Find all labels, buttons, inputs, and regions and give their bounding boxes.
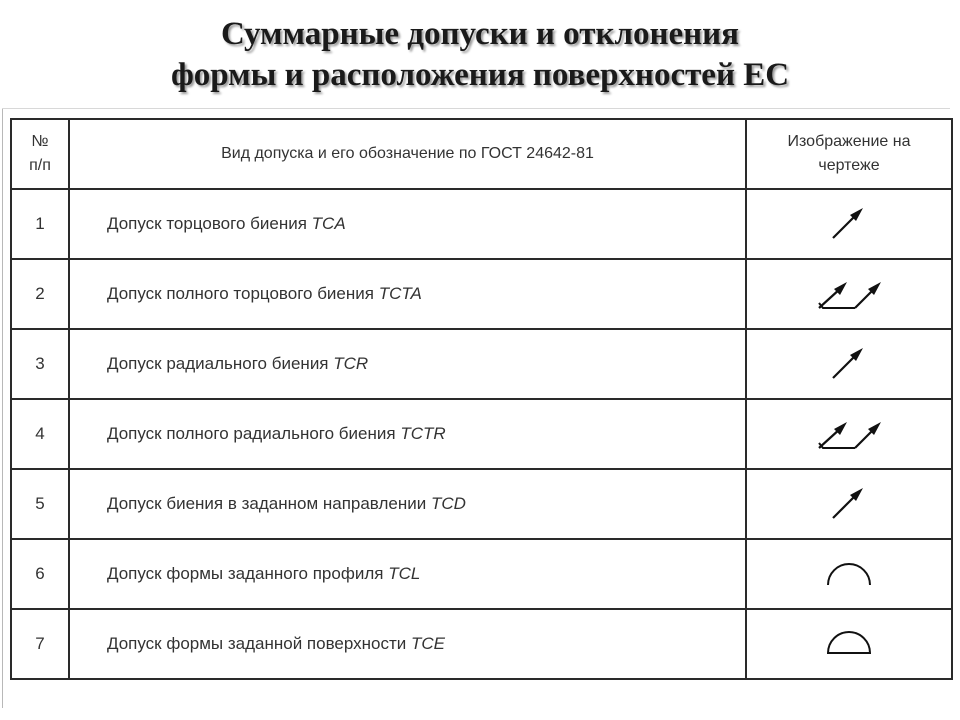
row-number-cell: 7	[11, 609, 69, 679]
header-number-line-2: п/п	[29, 157, 51, 174]
table-header-row	[11, 119, 952, 189]
row-symbol-cell	[746, 469, 952, 539]
row-symbol-cell	[746, 329, 952, 399]
row-symbol-cell	[746, 399, 952, 469]
table-row	[11, 259, 952, 329]
table-row	[11, 189, 952, 259]
tolerance-table	[10, 118, 953, 680]
header-number-line-1: №	[31, 133, 49, 150]
row-number-cell: 2	[11, 259, 69, 329]
tolerance-code: TCD	[430, 494, 466, 513]
table-body	[11, 189, 952, 679]
header-symbol-line-2: чертеже	[818, 157, 880, 174]
tolerance-name: Допуск биения в заданном направлении	[107, 494, 427, 513]
double-arrow-icon	[811, 283, 887, 302]
row-symbol-cell	[746, 259, 952, 329]
tolerance-code: TCTR	[400, 424, 446, 443]
frame-left-line	[2, 108, 3, 708]
tolerance-code: TCTA	[378, 284, 422, 303]
double-arrow-icon	[811, 423, 887, 442]
tolerance-name: Допуск формы заданной поверхности	[107, 634, 407, 653]
table-row	[11, 539, 952, 609]
single-arrow-icon	[827, 213, 871, 232]
table-row	[11, 609, 952, 679]
row-symbol-cell	[746, 189, 952, 259]
tolerance-name: Допуск полного торцового биения	[107, 284, 374, 303]
table-row	[11, 469, 952, 539]
tolerance-name: Допуск торцового биения	[107, 214, 307, 233]
single-arrow-icon	[827, 353, 871, 372]
row-name-cell	[69, 609, 746, 679]
tolerance-code: TCR	[333, 354, 369, 373]
row-number-cell: 1	[11, 189, 69, 259]
row-symbol-cell	[746, 609, 952, 679]
row-number-cell: 6	[11, 539, 69, 609]
header-name-cell: Вид допуска и его обозначение по ГОСТ 24642-81	[69, 119, 746, 189]
row-name-cell	[69, 539, 746, 609]
tolerance-name: Допуск радиального биения	[107, 354, 329, 373]
row-name-cell	[69, 259, 746, 329]
table-row	[11, 329, 952, 399]
page-title	[0, 14, 960, 96]
header-symbol-cell	[746, 119, 952, 189]
header-number-cell	[11, 119, 69, 189]
row-name-cell	[69, 469, 746, 539]
tolerance-name: Допуск полного радиального биения	[107, 424, 396, 443]
tolerance-name: Допуск формы заданного профиля	[107, 564, 384, 583]
header-symbol-line-1: Изображение на	[787, 133, 911, 150]
arc-icon	[824, 563, 874, 582]
tolerance-code: TCL	[388, 564, 421, 583]
page-title-line-2: формы и расположения поверхностей ЕС	[170, 57, 790, 93]
tolerance-code: TCE	[411, 634, 446, 653]
row-number-cell: 5	[11, 469, 69, 539]
row-number-cell: 3	[11, 329, 69, 399]
tolerance-code: TCA	[311, 214, 346, 233]
table-row	[11, 399, 952, 469]
row-symbol-cell	[746, 539, 952, 609]
row-name-cell	[69, 399, 746, 469]
page-title-line-1: Суммарные допуски и отклонения	[220, 16, 740, 52]
frame-top-line	[2, 108, 950, 109]
row-name-cell	[69, 329, 746, 399]
row-name-cell	[69, 189, 746, 259]
closed-arc-icon	[824, 633, 874, 652]
row-number-cell: 4	[11, 399, 69, 469]
single-arrow-icon	[827, 493, 871, 512]
